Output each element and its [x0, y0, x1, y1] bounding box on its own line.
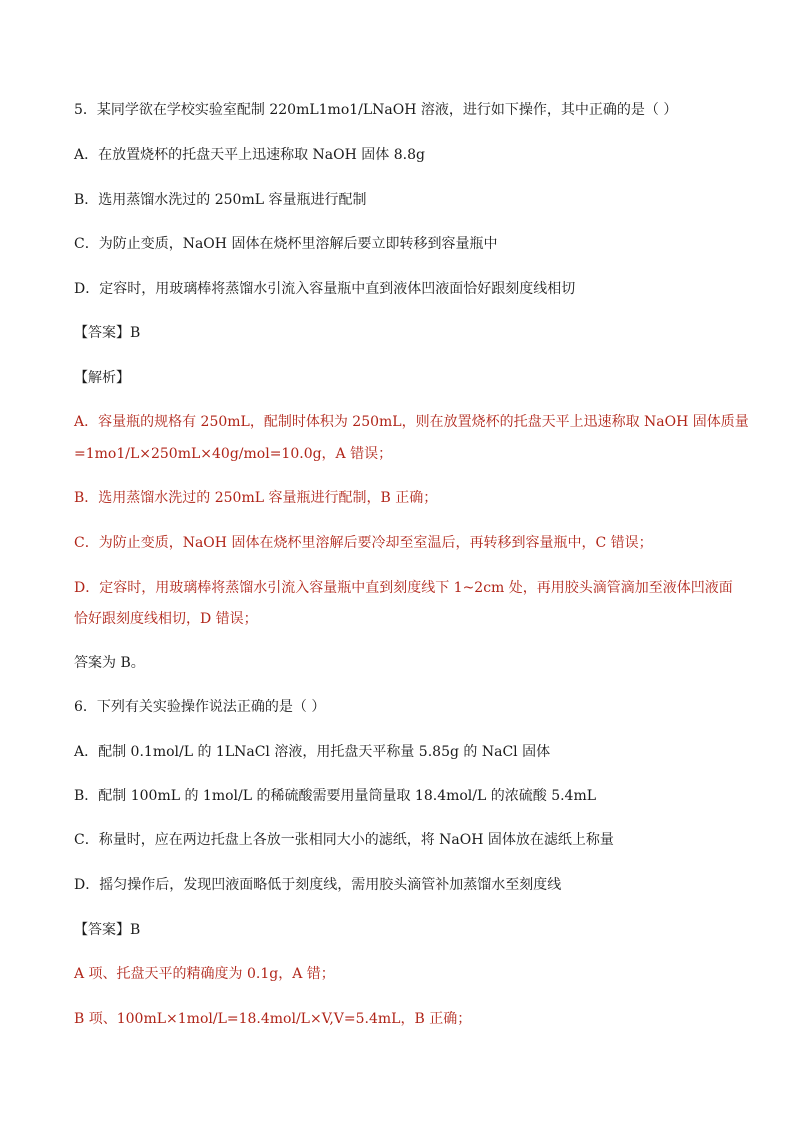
question-6-option-a: A．配制 0.1mol/L 的 1LNaCl 溶液，用托盘天平称量 5.85g 的 NaCl 固体 [74, 744, 551, 760]
question-5-analysis-b: B．选用蒸馏水洗过的 250mL 容量瓶进行配制，B 正确； [74, 490, 438, 506]
question-6-option-d: D．摇匀操作后，发现凹液面略低于刻度线，需用胶头滴管补加蒸馏水至刻度线 [74, 877, 562, 893]
question-6-analysis-b: B 项、100mL×1mol/L=18.4mol/L×V,V=5.4mL，B 正确； [74, 1011, 472, 1027]
question-6-analysis-a: A 项、托盘天平的精确度为 0.1g，A 错； [74, 966, 335, 982]
question-5-analysis-d-line1: D．定容时，用玻璃棒将蒸馏水引流入容量瓶中直到刻度线下 1~2cm 处，再用胶头滴管滴加至液体凹液面 [74, 580, 733, 596]
question-5-option-b: B．选用蒸馏水洗过的 250mL 容量瓶进行配制 [74, 192, 367, 208]
question-5-conclusion: 答案为 B。 [74, 655, 145, 671]
question-5-analysis-a-line1: A．容量瓶的规格有 250mL，配制时体积为 250mL，则在放置烧杯的托盘天平上迅速称取 NaOH 固体质量 [74, 414, 749, 430]
question-6-option-c: C．称量时，应在两边托盘上各放一张相同大小的滤纸，将 NaOH 固体放在滤纸上称量 [74, 832, 614, 848]
question-6-stem: 6．下列有关实验操作说法正确的是（ ） [74, 699, 326, 715]
question-6-answer: 【答案】B [74, 922, 141, 938]
question-5-answer: 【答案】B [74, 325, 141, 341]
question-5-analysis-a-line2: =1mo1/L×250mL×40g/mol=10.0g，A 错误； [74, 446, 393, 462]
question-6-option-b: B．配制 100mL 的 1mol/L 的稀硫酸需要用量筒量取 18.4mol/L 的浓硫酸 5.4mL [74, 788, 597, 804]
question-5-stem: 5．某同学欲在学校实验室配制 220mL1mo1/LNaOH 溶液，进行如下操作，其中正确的是（ ） [74, 102, 678, 118]
question-5-option-d: D．定容时，用玻璃棒将蒸馏水引流入容量瓶中直到液体凹液面恰好跟刻度线相切 [74, 281, 576, 297]
question-5-option-c: C．为防止变质，NaOH 固体在烧杯里溶解后要立即转移到容量瓶中 [74, 236, 498, 252]
question-5-analysis-c: C．为防止变质，NaOH 固体在烧杯里溶解后要冷却至室温后，再转移到容量瓶中，C 错误； [74, 535, 653, 551]
question-5-analysis-label: 【解析】 [74, 370, 130, 386]
question-5-analysis-d-line2: 恰好跟刻度线相切，D 错误； [74, 611, 258, 627]
question-5-option-a: A．在放置烧杯的托盘天平上迅速称取 NaOH 固体 8.8g [74, 147, 425, 163]
